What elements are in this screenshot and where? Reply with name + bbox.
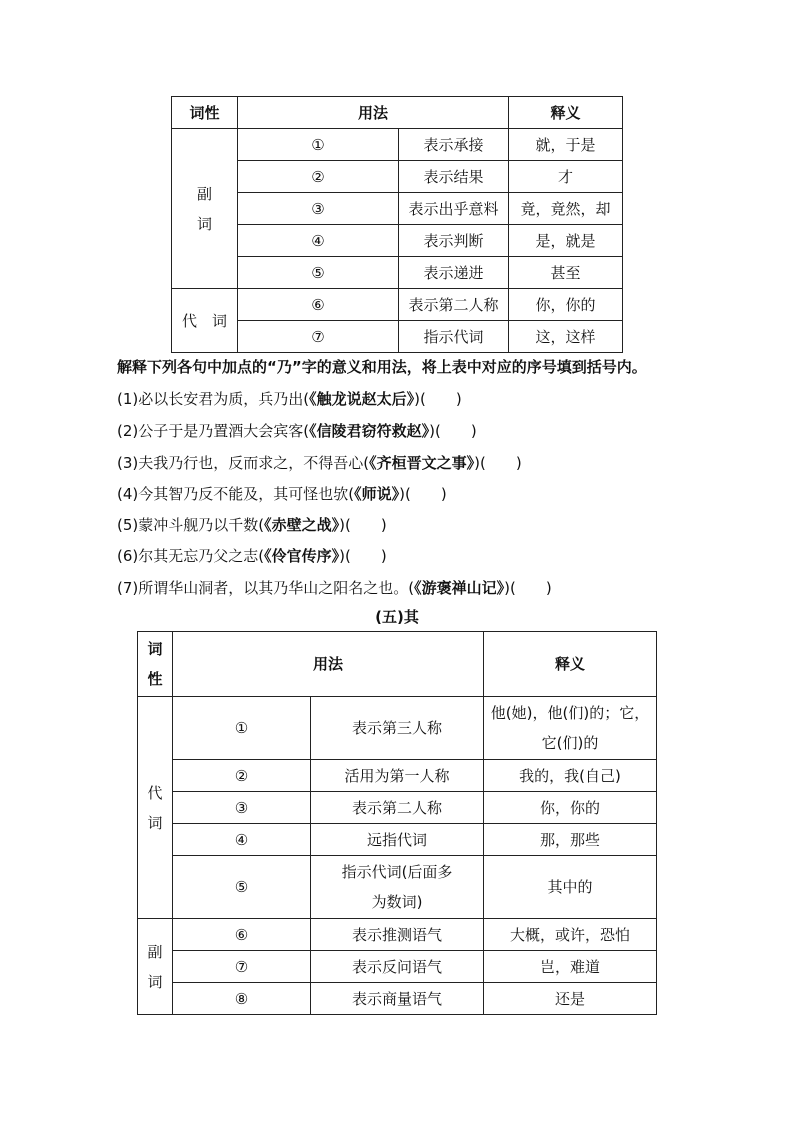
answer-blank: )( ) — [414, 390, 462, 408]
exercise-sentence — [117, 452, 522, 473]
row-number: ③ — [238, 193, 399, 225]
sentence-source: 《赤壁之战》 — [264, 516, 340, 534]
exercise-instruction: 解释下列各句中加点的“乃”字的意义和用法，将上表中对应的序号填到括号内。 — [117, 358, 647, 376]
row-meaning: 这，这样 — [509, 321, 623, 353]
sentence-text: (7)所谓华山洞者，以其乃华山之阳名之也。( — [117, 579, 415, 597]
row-number: ⑦ — [238, 321, 399, 353]
row-number: ② — [238, 161, 399, 193]
pos-char: 代 — [147, 783, 163, 802]
usage-line: 指示代词(后面多 — [341, 863, 453, 881]
row-usage: 表示出乎意料 — [399, 193, 509, 225]
pos-cell-pronoun: 代 词 — [172, 289, 238, 353]
sentence-source: 《游褒禅山记》 — [414, 579, 505, 597]
row-number: ⑧ — [173, 983, 311, 1015]
row-meaning: 竟，竟然，却 — [509, 193, 623, 225]
row-meaning: 其中的 — [484, 856, 657, 919]
sentence-source: 《触龙说赵太后》 — [309, 390, 415, 408]
table-row — [138, 951, 657, 983]
row-usage: 表示递进 — [399, 257, 509, 289]
section-title: (五)其 — [375, 608, 419, 626]
exercise-sentence — [117, 420, 477, 441]
exercise-sentence — [117, 388, 462, 409]
sentence-source: 《伶官传序》 — [264, 547, 340, 565]
header-usage: 用法 — [238, 97, 509, 129]
usage-line: 为数词) — [371, 893, 423, 911]
row-meaning: 还是 — [484, 983, 657, 1015]
row-meaning: 岂，难道 — [484, 951, 657, 983]
header-meaning: 释义 — [484, 632, 657, 697]
table-row — [172, 161, 623, 193]
usage-table-nai — [171, 96, 623, 353]
sentence-text: (1)必以长安君为质，兵乃出( — [117, 390, 310, 408]
table-row — [172, 321, 623, 353]
answer-blank: )( ) — [339, 516, 387, 534]
row-number: ① — [238, 129, 399, 161]
sentence-text: (5)蒙冲斗舰乃以千数( — [117, 516, 265, 534]
table-row — [172, 129, 623, 161]
meaning-line: 他(她)，他(们)的；它， — [490, 704, 650, 722]
row-usage: 表示结果 — [399, 161, 509, 193]
pos-char: 词 — [147, 813, 163, 832]
row-number: ⑤ — [173, 856, 311, 919]
header-usage: 用法 — [173, 632, 484, 697]
table-row — [138, 760, 657, 792]
answer-blank: )( ) — [399, 485, 447, 503]
usage-table-qi — [137, 631, 657, 1015]
row-number: ⑥ — [173, 919, 311, 951]
table-row — [138, 697, 657, 760]
row-usage: 指示代词 — [399, 321, 509, 353]
row-meaning: 你，你的 — [484, 792, 657, 824]
row-number: ③ — [173, 792, 311, 824]
meaning-line: 它(们)的 — [541, 734, 599, 752]
sentence-text: (6)尔其无忘乃父之志( — [117, 547, 265, 565]
answer-blank: )( ) — [474, 454, 522, 472]
row-number: ② — [173, 760, 311, 792]
row-usage: 表示反问语气 — [311, 951, 484, 983]
table-row — [138, 856, 657, 919]
pos-cell-adverb — [172, 129, 238, 289]
row-meaning: 才 — [509, 161, 623, 193]
row-usage: 活用为第一人称 — [311, 760, 484, 792]
row-usage: 远指代词 — [311, 824, 484, 856]
pos-cell-pronoun — [138, 697, 173, 919]
sentence-text: (4)今其智乃反不能及，其可怪也欤( — [117, 485, 355, 503]
row-usage: 表示推测语气 — [311, 919, 484, 951]
pos-cell-adverb — [138, 919, 173, 1015]
pos-char: 副 — [196, 184, 212, 203]
table-row — [172, 225, 623, 257]
table-header-row — [172, 97, 623, 129]
pos-char: 词 — [147, 972, 163, 991]
row-meaning: 是，就是 — [509, 225, 623, 257]
header-pos-char: 性 — [147, 670, 163, 688]
row-meaning: 大概，或许，恐怕 — [484, 919, 657, 951]
exercise-sentence — [117, 577, 552, 598]
sentence-source: 《齐桓晋文之事》 — [369, 454, 475, 472]
table-row — [172, 289, 623, 321]
table-row — [138, 919, 657, 951]
answer-blank: )( ) — [429, 422, 477, 440]
header-pos: 词性 — [172, 97, 238, 129]
row-meaning: 就，于是 — [509, 129, 623, 161]
table-row — [172, 257, 623, 289]
table-row — [138, 792, 657, 824]
exercise-sentence — [117, 545, 387, 566]
table-row — [138, 983, 657, 1015]
row-usage: 表示承接 — [399, 129, 509, 161]
pos-char: 副 — [147, 942, 163, 961]
row-number: ⑥ — [238, 289, 399, 321]
header-pos — [138, 632, 173, 697]
answer-blank: )( ) — [339, 547, 387, 565]
row-number: ① — [173, 697, 311, 760]
sentence-text: (2)公子于是乃置酒大会宾客( — [117, 422, 310, 440]
header-meaning: 释义 — [509, 97, 623, 129]
row-usage: 表示第二人称 — [311, 792, 484, 824]
exercise-sentence — [117, 483, 447, 504]
row-usage: 表示第二人称 — [399, 289, 509, 321]
row-number: ⑤ — [238, 257, 399, 289]
row-meaning: 甚至 — [509, 257, 623, 289]
sentence-source: 《信陵君窃符救赵》 — [309, 422, 430, 440]
row-meaning — [484, 697, 657, 760]
row-meaning: 我的，我(自己) — [484, 760, 657, 792]
table-row — [138, 824, 657, 856]
row-number: ④ — [238, 225, 399, 257]
row-usage — [311, 856, 484, 919]
table-header-row — [138, 632, 657, 697]
table-row — [172, 193, 623, 225]
pos-char: 词 — [196, 214, 212, 233]
row-usage: 表示商量语气 — [311, 983, 484, 1015]
row-usage: 表示第三人称 — [311, 697, 484, 760]
sentence-text: (3)夫我乃行也，反而求之，不得吾心( — [117, 454, 370, 472]
row-number: ⑦ — [173, 951, 311, 983]
header-pos-char: 词 — [147, 640, 163, 658]
answer-blank: )( ) — [504, 579, 552, 597]
row-usage: 表示判断 — [399, 225, 509, 257]
row-meaning: 你，你的 — [509, 289, 623, 321]
row-meaning: 那，那些 — [484, 824, 657, 856]
row-number: ④ — [173, 824, 311, 856]
exercise-sentence — [117, 514, 387, 535]
sentence-source: 《师说》 — [354, 485, 400, 503]
